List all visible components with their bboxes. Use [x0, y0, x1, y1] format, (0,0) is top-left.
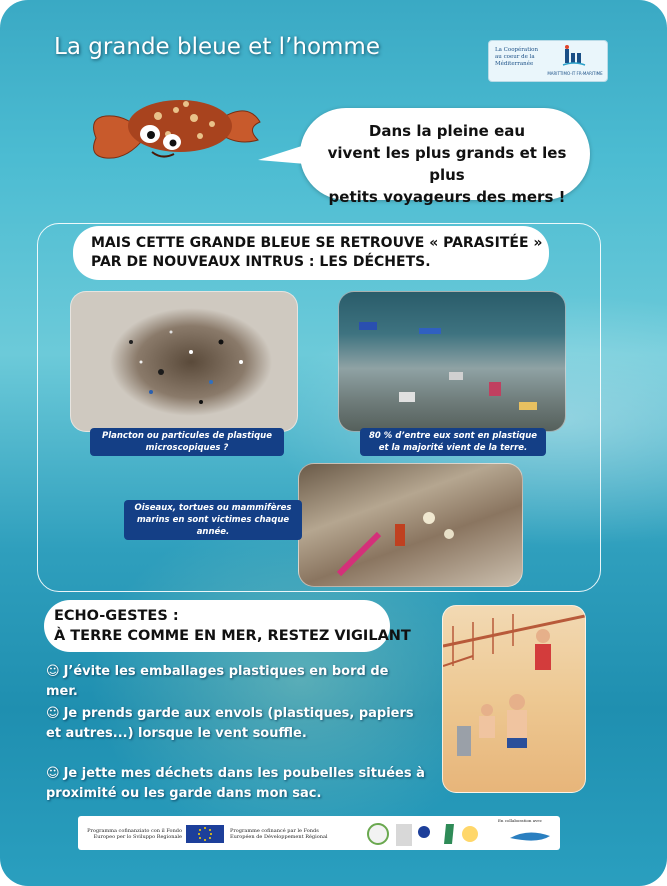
- echo-heading-line: À TERRE COMME EN MER, RESTEZ VIGILANT: [54, 628, 411, 644]
- heading-line: MAIS CETTE GRANDE BLEUE SE RETROUVE « PARASITÉE »: [91, 235, 543, 251]
- funding-text-it: Programma cofinanziato con il Fondo Europeo per lo Sviluppo Regionale: [87, 828, 182, 840]
- poster-title: La grande bleue et l’homme: [54, 34, 380, 60]
- collab-text: En collaboration avec: [497, 818, 543, 823]
- victims-caption: Oiseaux, tortues ou mammifères marins en sont victimes chaque année.: [124, 500, 302, 540]
- bubble-line: Dans la pleine eau: [368, 122, 526, 140]
- plankton-particles: [71, 292, 297, 431]
- smiley-icon: ☺: [46, 766, 60, 781]
- eu-flag-icon: [186, 825, 224, 843]
- shore-caption: 80 % d’entre eux sont en plastique et la majorité vient de la terre.: [360, 428, 546, 456]
- partner-logo-sub: MARITTIMO-IT FR-MARITIME: [547, 71, 603, 76]
- bubble-line: vivent les plus grands et les plus: [327, 144, 567, 184]
- speech-bubble-text: [318, 120, 576, 208]
- partner-logo-icon: [559, 45, 589, 69]
- fish-illustration: [88, 88, 268, 188]
- smiley-icon: ☺: [46, 664, 60, 679]
- echo-gestes-heading: [44, 600, 411, 652]
- tip-text: Je prends garde aux envols (plastiques, papiers et autres...) lorsque le vent souffle.: [46, 706, 414, 741]
- echo-gestes-heading-text: [54, 606, 411, 646]
- plankton-photo: [70, 291, 298, 432]
- intrus-heading-text: [91, 234, 542, 272]
- shore-debris-photo: [338, 291, 566, 432]
- bird-remains-photo: [298, 463, 523, 587]
- funding-text-fr: Programme cofinancé par le Fonds Européen de Développement Régional: [230, 828, 328, 840]
- smiley-icon: ☺: [46, 706, 60, 721]
- partner-logos: [366, 820, 486, 848]
- tip-item: [46, 662, 416, 702]
- heading-line: PAR DE NOUVEAUX INTRUS : LES DÉCHETS.: [91, 254, 431, 270]
- beach-scene: [443, 606, 585, 792]
- speech-bubble: [300, 108, 590, 206]
- tip-text: J’évite les emballages plastiques en bord de mer.: [46, 664, 389, 699]
- partner-logo-text: La Coopération au coeur de la Méditerranée: [495, 47, 539, 67]
- intrus-heading: [73, 226, 549, 280]
- echo-heading-line: ECHO-GESTES :: [54, 608, 179, 624]
- tip-item: [46, 704, 426, 744]
- funding-footer: [78, 816, 560, 850]
- bird-remains: [299, 464, 522, 586]
- plankton-caption: Plancton ou particules de plastique microscopiques ?: [90, 428, 284, 456]
- shore-debris: [339, 292, 565, 431]
- bubble-line: petits voyageurs des mers !: [328, 188, 566, 206]
- partner-logo: [488, 40, 608, 82]
- beach-illustration: [442, 605, 586, 793]
- speech-bubble-tail: [258, 140, 308, 170]
- tip-text: Je jette mes déchets dans les poubelles situées à proximité ou les garde dans mon sac.: [46, 766, 425, 801]
- dolphin-logo-icon: [508, 826, 556, 846]
- tip-item: [46, 764, 426, 804]
